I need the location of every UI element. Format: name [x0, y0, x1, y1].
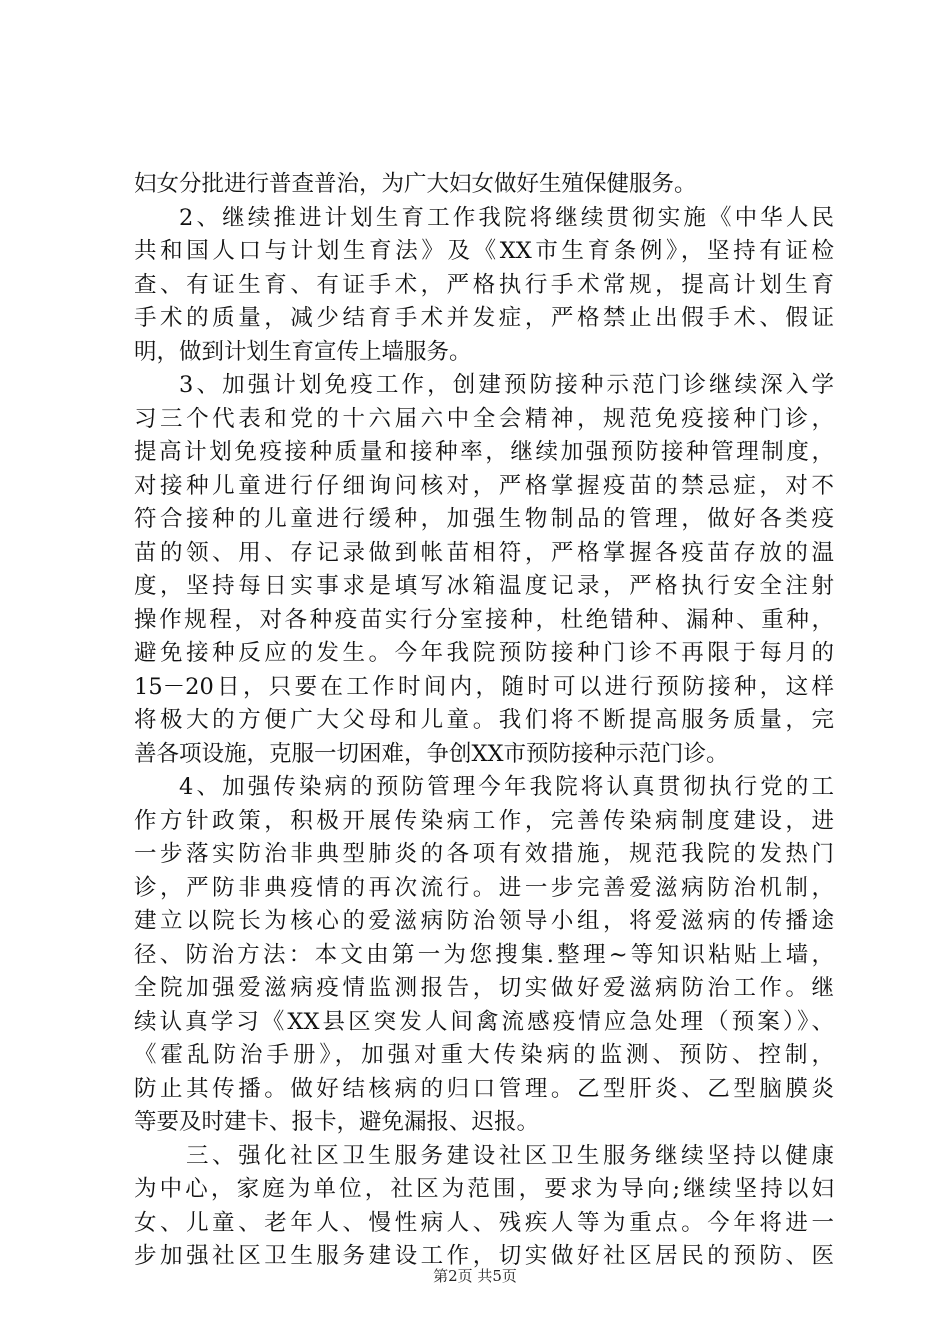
- text-line: 避免接种反应的发生。今年我院预防接种门诊不再限于每月的: [134, 640, 834, 666]
- text-line: 作方针政策，积极开展传染病工作，完善传染病制度建设，进: [134, 807, 834, 834]
- text-line: 将极大的方便广大父母和儿童。我们将不断提高服务质量，完: [134, 707, 834, 733]
- text-line: 为中心，家庭为单位，社区为范围，要求为导向;继续坚持以妇: [134, 1176, 834, 1202]
- text-line: 苗的领、用、存记录做到帐苗相符，严格掌握各疫苗存放的温: [134, 539, 834, 566]
- text-line: 等要及时建卡、报卡，避免漏报、迟报。: [134, 1109, 540, 1135]
- text-line: 女、儿童、老年人、慢性病人、残疾人等为重点。今年将进一: [134, 1209, 834, 1236]
- text-line: 查、有证生育、有证手术，严格执行手术常规，提高计划生育: [134, 271, 834, 298]
- text-line: 符合接种的儿童进行缓种，加强生物制品的管理，做好各类疫: [134, 506, 834, 532]
- text-line: 度，坚持每日实事求是填写冰箱温度记录，严格执行安全注射: [134, 573, 834, 599]
- text-line: 全院加强爱滋病疫情监测报告，切实做好爱滋病防治工作。继: [134, 975, 834, 1001]
- text-line: 善各项设施，克服一切困难，争创XX市预防接种示范门诊。: [134, 740, 729, 767]
- text-line: 一步落实防治非典型肺炎的各项有效措施，规范我院的发热门: [134, 841, 834, 867]
- text-line: 《霍乱防治手册》，加强对重大传染病的监测、预防、控制，: [134, 1042, 834, 1068]
- text-line: 明，做到计划生育宣传上墙服务。: [134, 338, 472, 365]
- text-line: 三、强化社区卫生服务建设社区卫生服务继续坚持以健康: [186, 1142, 834, 1169]
- text-line: 3、加强计划免疫工作，创建预防接种示范门诊继续深入学: [179, 372, 834, 398]
- text-line: 提高计划免疫接种质量和接种率，继续加强预防接种管理制度，: [134, 439, 834, 465]
- text-line: 15－20日，只要在工作时间内，随时可以进行预防接种，这样: [134, 673, 834, 700]
- text-line: 对接种儿童进行仔细询问核对，严格掌握疫苗的禁忌症，对不: [134, 472, 834, 499]
- text-line: 共和国人口与计划生育法》及《XX市生育条例》，坚持有证检: [134, 238, 834, 264]
- text-line: 习三个代表和党的十六届六中全会精神，规范免疫接种门诊，: [134, 405, 834, 432]
- text-line: 径、防治方法：本文由第一为您搜集.整理~等知识粘贴上墙，: [134, 941, 834, 968]
- document-body: [134, 168, 834, 1274]
- text-line: 步加强社区卫生服务建设工作，切实做好社区居民的预防、医: [134, 1243, 834, 1269]
- text-line: 2、继续推进计划生育工作我院将继续贯彻实施《中华人民: [179, 204, 834, 231]
- text-line: 建立以院长为核心的爱滋病防治领导小组，将爱滋病的传播途: [134, 908, 834, 934]
- text-line: 防止其传播。做好结核病的归口管理。乙型肝炎、乙型脑膜炎: [134, 1075, 834, 1102]
- text-line: 妇女分批进行普查普治，为广大妇女做好生殖保健服务。: [134, 171, 697, 197]
- text-line: 手术的质量，减少结育手术并发症，严格禁止出假手术、假证: [134, 305, 834, 331]
- text-line: 4、加强传染病的预防管理今年我院将认真贯彻执行党的工: [179, 774, 834, 800]
- page-footer: 第2页 共5页: [433, 1267, 517, 1285]
- text-line: 诊，严防非典疫情的再次流行。进一步完善爱滋病防治机制，: [134, 874, 834, 901]
- text-line: 操作规程，对各种疫苗实行分室接种，杜绝错种、漏种、重种，: [134, 606, 834, 633]
- text-line: 续认真学习《XX县区突发人间禽流感疫情应急处理（预案）》、: [134, 1008, 834, 1035]
